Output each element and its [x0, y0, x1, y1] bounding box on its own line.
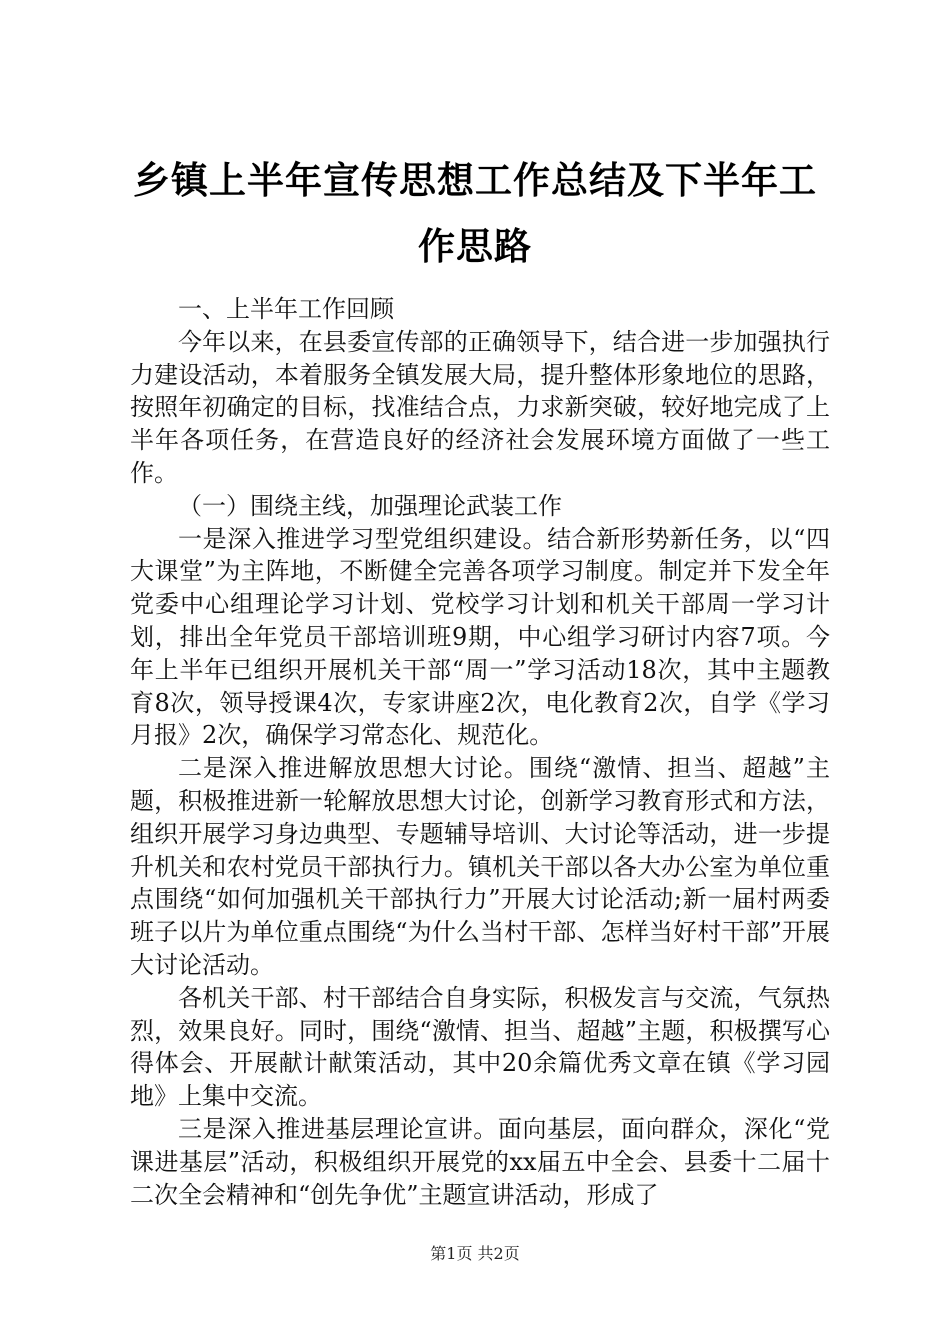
paragraph: 今年以来，在县委宣传部的正确领导下，结合进一步加强执行力建设活动，本着服务全镇发展大局，提升整体形象地位的思路，按照年初确定的目标，找准结合点，力求新突破，较好地完成了上半年各项任务，在营造良好的经济社会发展环境方面做了一些工作。 — [130, 327, 830, 487]
paragraph: 三是深入推进基层理论宣讲。面向基层，面向群众，深化“党课进基层”活动，积极组织开展党的xx届五中全会、县委十二届十二次全会精神和“创先争优”主题宣讲活动，形成了 — [130, 1114, 830, 1209]
section-heading: 一、上半年工作回顾 — [178, 295, 394, 323]
paragraph: 一是深入推进学习型党组织建设。结合新形势新任务，以“四大课堂”为主阵地，不断健全完善各项学习制度。制定并下发全年党委中心组理论学习计划、党校学习计划和机关干部周一学习计划，排出全年党员干部培训班9期，中心组学习研讨内容7项。今年上半年已组织开展机关干部“周一”学习活动18次，其中主题教育8次，领导授课4次，专家讲座2次，电化教育2次，自学《学习月报》2次，确保学习常态化、规范化。 — [130, 524, 830, 750]
document-title: 乡镇上半年宣传思想工作总结及下半年工作思路 — [133, 159, 817, 268]
subsection-heading: （一）围绕主线，加强理论武装工作 — [178, 491, 562, 520]
paragraph: 各机关干部、村干部结合自身实际，积极发言与交流，气氛热烈，效果良好。同时，围绕“激情、担当、超越”主题，积极撰写心得体会、开展献计献策活动，其中20余篇优秀文章在镇《学习园地》上集中交流。 — [130, 983, 830, 1111]
paragraph: 二是深入推进解放思想大讨论。围绕“激情、担当、超越”主题，积极推进新一轮解放思想大讨论，创新学习教育形式和方法，组织开展学习身边典型、专题辅导培训、大讨论等活动，进一步提升机关和农村党员干部执行力。镇机关干部以各大办公室为单位重点围绕“如何加强机关干部执行力”开展大讨论活动;新一届村两委班子以片为单位重点围绕“为什么当村干部、怎样当好村干部”开展大讨论活动。 — [130, 754, 830, 979]
document-body — [130, 293, 830, 1211]
page-footer: 第1页 共2页 — [430, 1244, 520, 1263]
